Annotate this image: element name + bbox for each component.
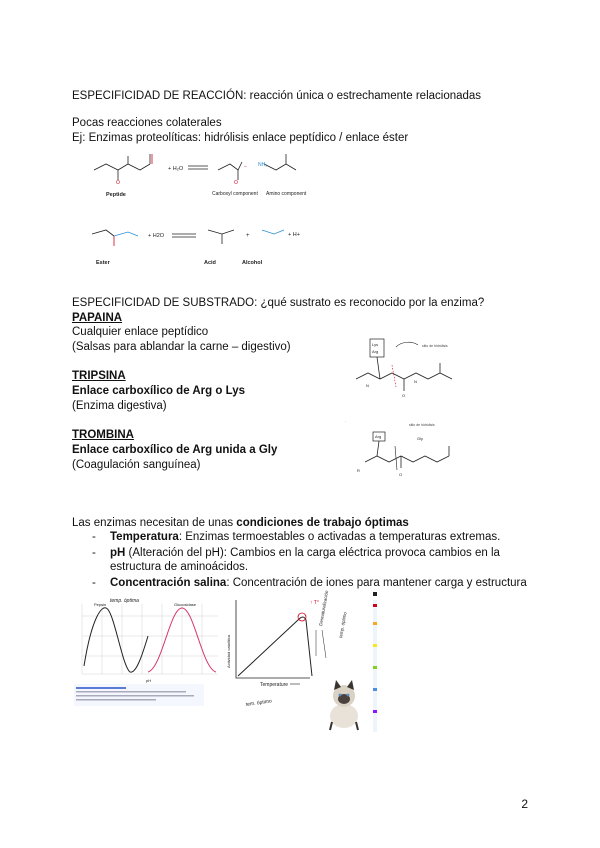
conditions-intro-bold: condiciones de trabajo óptimas [236,517,409,529]
peptide-hydrolysis-scheme [88,148,328,210]
svg-text:Arg: Arg [372,349,379,354]
svg-text:sitio de hidrólisis: sitio de hidrólisis [409,423,435,427]
svg-text:O: O [116,180,120,186]
glucosidase-label: Glucosidase [174,602,197,607]
condition-term: pH [110,546,126,559]
papaina-line-2: (Salsas para ablandar la carne – digestivo) [72,341,291,353]
tripsina-line-1: Enlace carboxílico de Arg o Lys [72,385,245,397]
condition-text: : Concentración de iones para mantener carga y estructura [226,576,527,589]
svg-text:Arg: Arg [375,434,382,439]
svg-text:↑ T°: ↑ T° [310,600,319,606]
page-number: 2 [521,797,528,811]
water-2: + H2O [148,233,165,239]
svg-text:O: O [234,180,238,186]
list-item [92,576,552,591]
trombina-line-2: (Coagulación sanguínea) [72,459,201,471]
svg-text:N: N [414,379,417,384]
trombina-line-1: Enlace carboxílico de Arg unida a Gly [72,444,278,456]
svg-text:.: . [345,418,347,423]
trombina-title: TROMBINA [72,429,134,441]
carboxyl-label: Carboxyl component [212,191,258,197]
svg-text:+: + [246,233,250,239]
conditions-intro [72,516,409,530]
temp-yaxis-label: Actividad catalítica [226,634,231,668]
svg-text:+ H₂O: + H₂O [168,166,184,172]
papaina-line-1: Cualquier enlace peptídico [72,326,209,338]
alcohol-label: Alcohol [242,260,263,266]
svg-text:tem. óptimo: tem. óptimo [245,698,273,708]
ph-axis-label: pH [146,678,152,683]
svg-text:O: O [402,393,406,398]
list-item [92,546,552,575]
condition-term: Concentración salina [110,576,227,589]
svg-text:R: R [357,468,360,473]
reaction-specificity-heading: ESPECIFICIDAD DE REACCIÓN: reacción única o estrechamente relacionadas [72,90,482,102]
papaina-title: PAPAINA [72,312,123,324]
svg-text:−: − [244,164,247,170]
ph-activity-plot [72,596,224,714]
handwritten-note-3: temp. óptimo [338,611,348,639]
trypsin-cleavage-diagram [352,335,472,405]
svg-text:NH₂: NH₂ [258,162,268,168]
conditions-intro-text: Las enzimas necesitan de unas [72,517,237,529]
peptide-label: Peptide [106,192,126,198]
tripsina-line-2: (Enzima digestiva) [72,400,167,412]
reaction-line-2: Ej: Enzimas proteolíticas: hidrólisis enlace peptídico / enlace éster [72,132,409,144]
reaction-line-1: Pocas reacciones colaterales [72,117,222,129]
ester-hydrolysis-scheme [88,220,328,270]
hplus-label: + H+ [288,232,300,238]
svg-text:N: N [366,383,369,388]
condition-text: (Alteración del pH): Cambios en la carga eléctrica provoca cambios en la estructura de aminoácidos. [110,546,500,573]
handwritten-note-1: temp. óptima [110,598,139,604]
handwritten-note-2: Desnaturalización [318,590,330,627]
condition-text: : Enzimas termoestables o activadas a temperaturas extremas. [178,531,501,543]
svg-text:O: O [399,472,403,477]
conditions-list [92,530,552,591]
ester-label: Ester [96,260,110,266]
substrate-specificity-heading: ESPECIFICIDAD DE SUBSTRADO: ¿qué sustrato es reconocido por la enzima? [72,297,485,309]
svg-text:sitio de hidrólisis: sitio de hidrólisis [422,344,448,348]
amino-label: Amino component [266,191,307,197]
tripsina-title: TRIPSINA [72,370,126,382]
svg-text:Gly: Gly [417,436,423,441]
temperature-axis-label: Temperature [260,682,289,688]
cat-photo [318,676,370,730]
thrombin-cleavage-diagram [345,418,475,488]
condition-term: Temperatura [110,531,179,543]
acid-label: Acid [204,260,216,266]
list-item [92,530,552,545]
pepsin-label: Pepsin [94,602,107,607]
svg-text:Lys: Lys [372,342,379,347]
color-scale-bar [370,592,380,732]
